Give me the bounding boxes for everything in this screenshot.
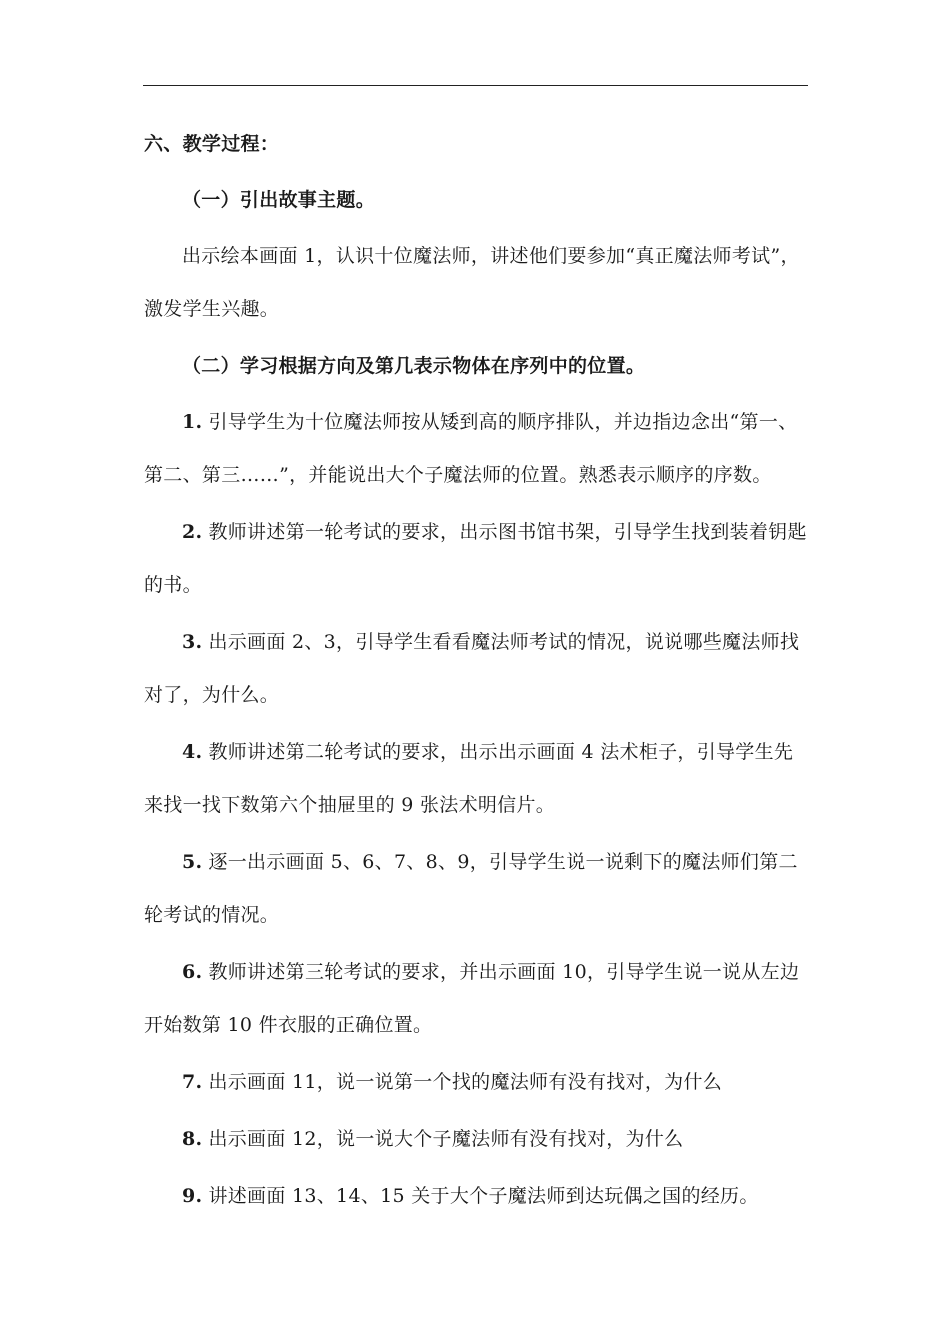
document-body [144, 118, 808, 1227]
item-number: 8. [182, 1128, 203, 1150]
list-item [144, 506, 808, 612]
list-item [144, 396, 808, 502]
item-number: 5. [182, 851, 203, 873]
item-number: 3. [182, 631, 203, 653]
intro-paragraph: 出示绘本画面 1，认识十位魔法师，讲述他们要参加“真正魔法师考试”，激发学生兴趣。 [144, 245, 800, 320]
item-number: 9. [182, 1185, 203, 1207]
section-heading: 六、教学过程： [144, 133, 280, 155]
list-item [144, 616, 808, 722]
item-text: 教师讲述第三轮考试的要求，并出示画面 10，引导学生说一说从左边开始数第 10 件衣服的正确位置。 [144, 961, 800, 1036]
item-number: 4. [182, 741, 203, 763]
subheading-2: （二）学习根据方向及第几表示物体在序列中的位置。 [182, 355, 646, 377]
list-item [144, 836, 808, 942]
item-text: 引导学生为十位魔法师按从矮到高的顺序排队，并边指边念出“第一、第二、第三……”，并能说出大个子魔法师的位置。熟悉表示顺序的序数。 [144, 411, 798, 486]
list-item [144, 726, 808, 832]
item-number: 6. [182, 961, 203, 983]
item-text: 教师讲述第二轮考试的要求，出示出示画面 4 法术柜子，引导学生先来找一找下数第六个抽屉里的 9 张法术明信片。 [144, 741, 794, 816]
item-number: 2. [182, 521, 203, 543]
header-rule [143, 85, 808, 86]
list-item [144, 946, 808, 1052]
item-text: 出示画面 11，说一说第一个找的魔法师有没有找对，为什么 [208, 1071, 723, 1093]
item-text: 出示画面 12，说一说大个子魔法师有没有找对，为什么 [208, 1128, 684, 1150]
list-item [144, 1113, 808, 1166]
item-text: 讲述画面 13、14、15 关于大个子魔法师到达玩偶之国的经历。 [208, 1185, 759, 1207]
subheading-1: （一）引出故事主题。 [182, 189, 376, 211]
item-number: 1. [182, 411, 203, 433]
item-number: 7. [182, 1071, 203, 1093]
item-text: 出示画面 2、3，引导学生看看魔法师考试的情况，说说哪些魔法师找对了，为什么。 [144, 631, 800, 706]
list-item [144, 1056, 808, 1109]
list-item [144, 1170, 808, 1223]
item-text: 教师讲述第一轮考试的要求，出示图书馆书架，引导学生找到装着钥匙的书。 [144, 521, 807, 596]
item-text: 逐一出示画面 5、6、7、8、9，引导学生说一说剩下的魔法师们第二轮考试的情况。 [144, 851, 798, 926]
